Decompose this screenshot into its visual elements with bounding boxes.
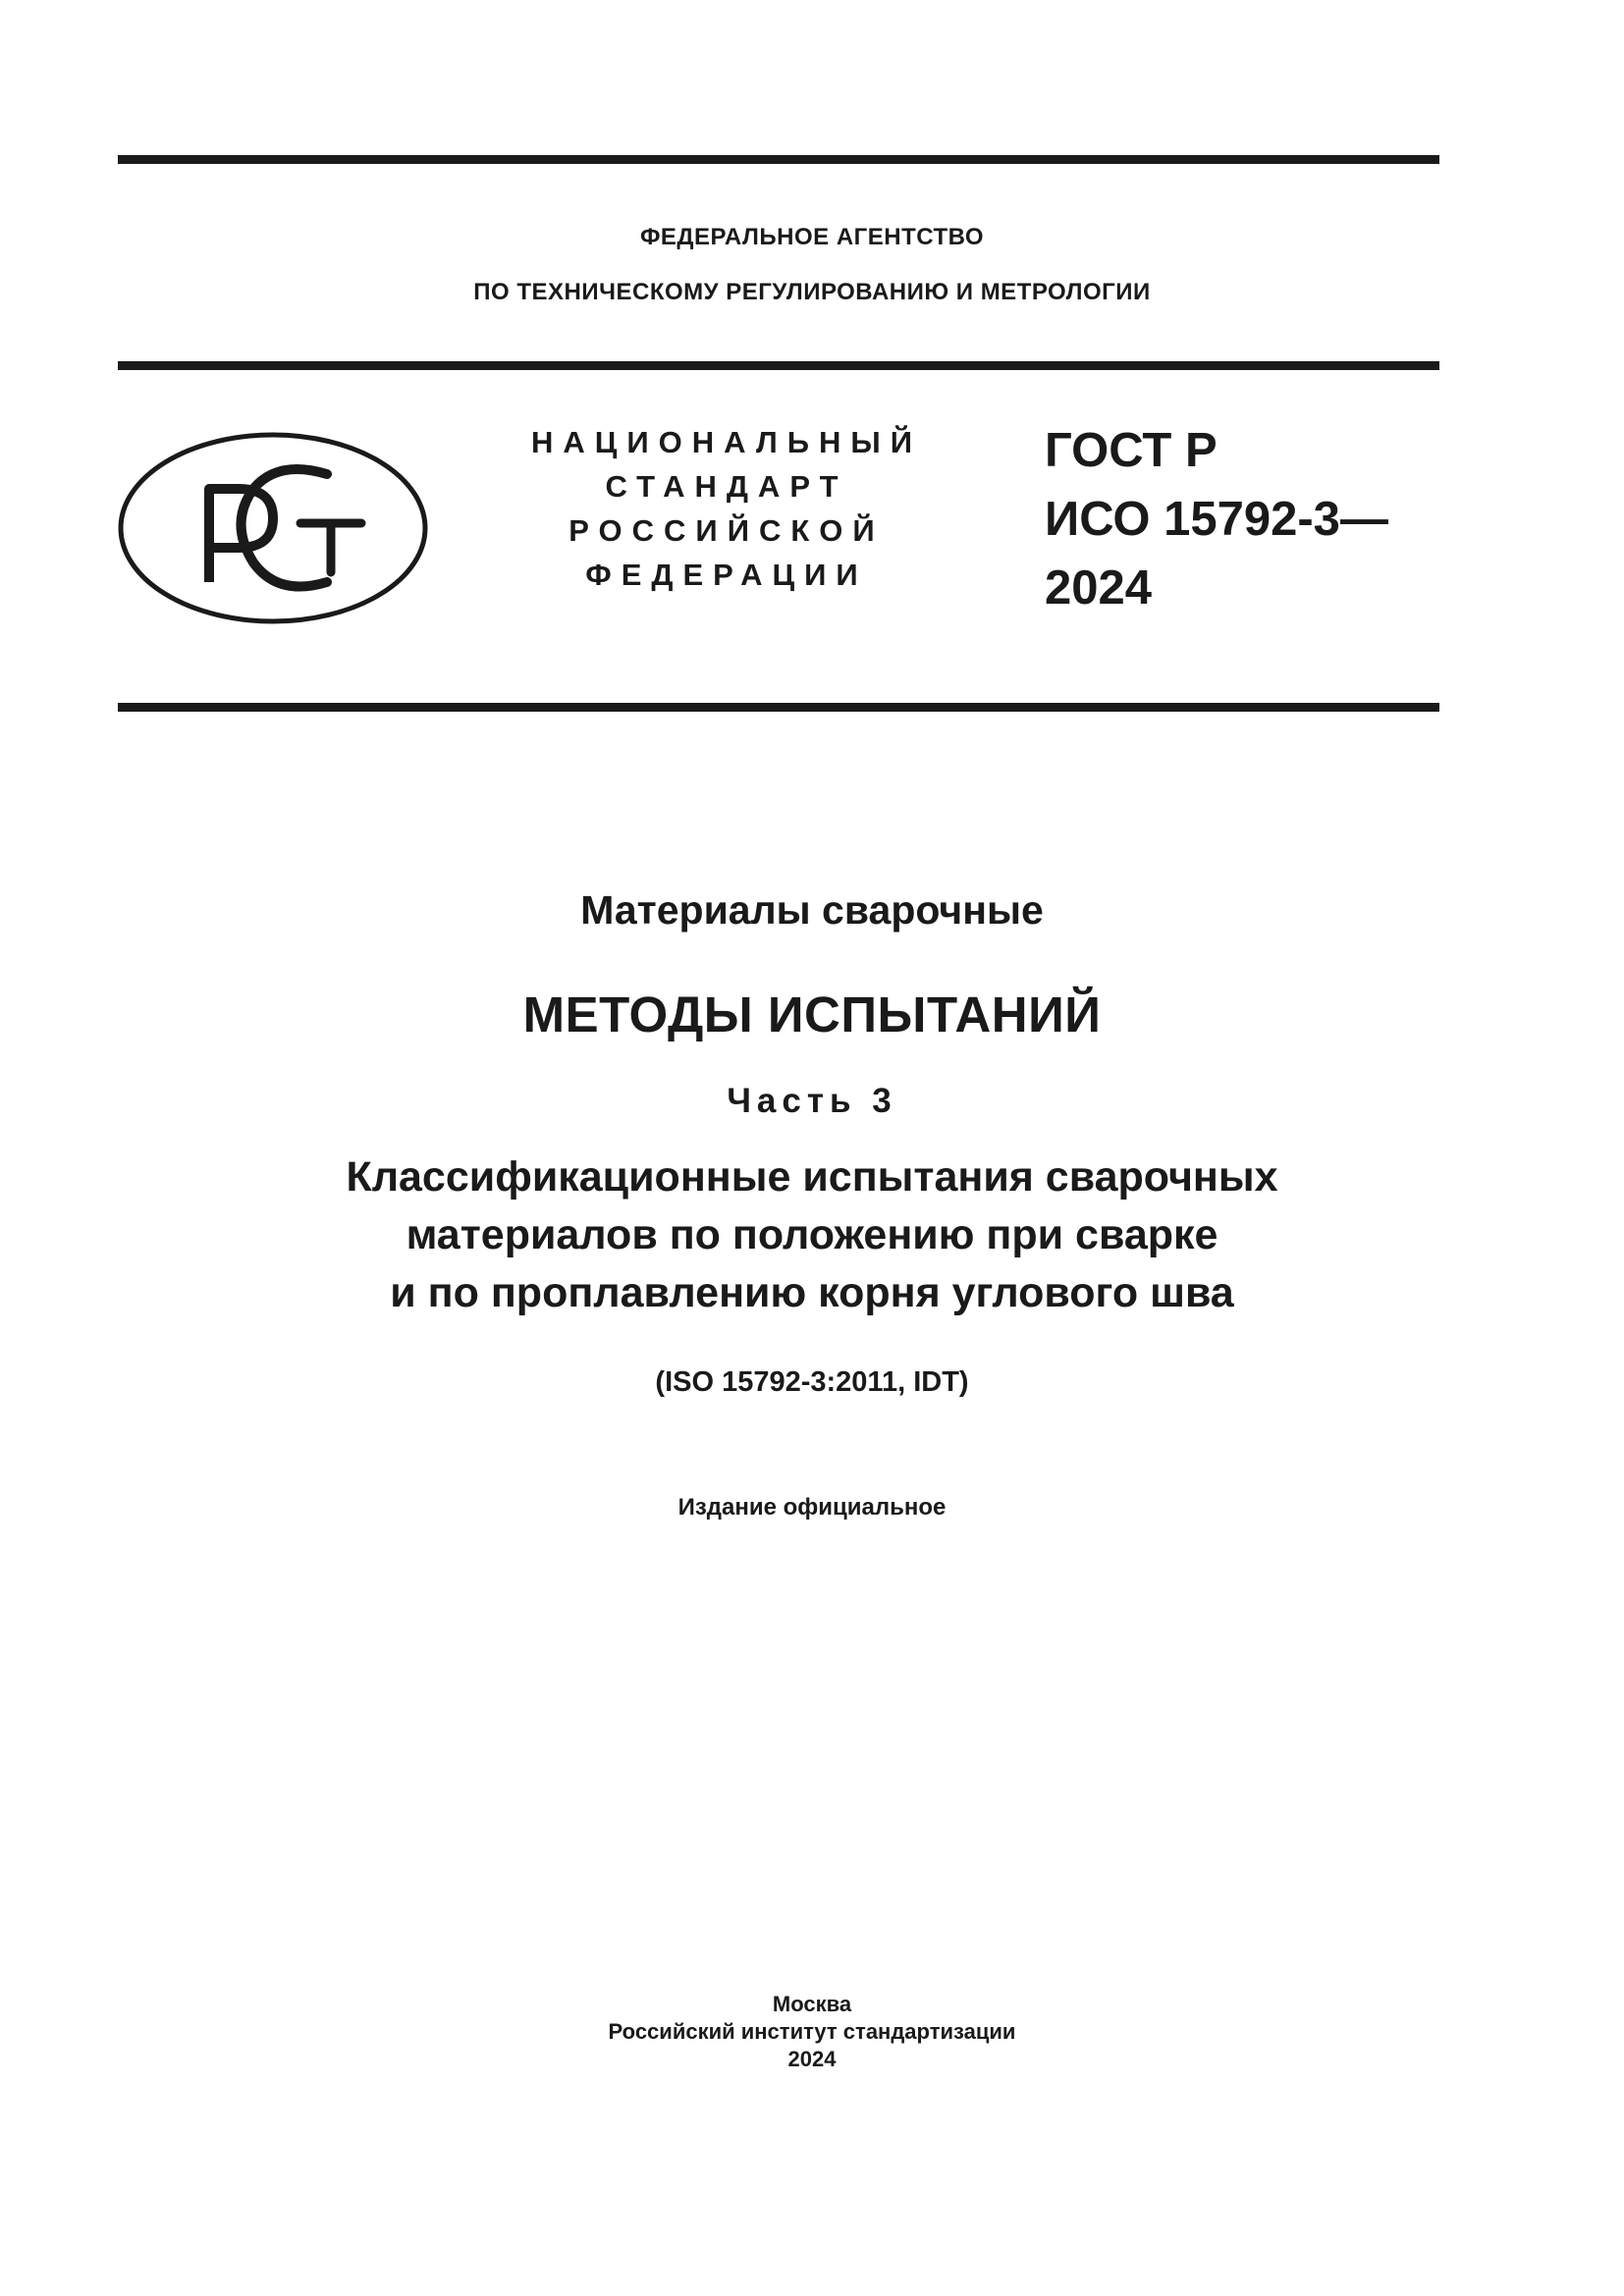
part-label: Часть 3 (727, 1082, 897, 1120)
national-standard-label (491, 420, 962, 597)
agency-line-2: ПО ТЕХНИЧЕСКОМУ РЕГУЛИРОВАНИЮ И МЕТРОЛОГИИ (473, 279, 1151, 305)
rst-logo-icon (116, 430, 430, 626)
header-rule (118, 361, 1439, 370)
description-line-2: материалов по положению при сварке (406, 1211, 1218, 1258)
title-rule (118, 703, 1439, 712)
description-line-3: и по проплавлению корня углового шва (390, 1269, 1234, 1316)
edition-label: Издание официальное (677, 1494, 947, 1521)
designation-line-2: ИСО 15792-3— (1045, 493, 1388, 546)
national-line-2: СТАНДАРТ (605, 469, 848, 504)
imprint-year: 2024 (787, 2047, 837, 2071)
designation-line-1: ГОСТ Р (1045, 424, 1218, 477)
national-line-1: НАЦИОНАЛЬНЫЙ (530, 425, 923, 459)
document-subtitle: Материалы сварочные (580, 887, 1044, 933)
top-rule (118, 155, 1439, 164)
imprint-city: Москва (772, 1992, 852, 2016)
description-line-1: Классификационные испытания сварочных (346, 1153, 1278, 1201)
iso-reference: (ISO 15792-3:2011, IDT) (655, 1366, 969, 1398)
document-title: МЕТОДЫ ИСПЫТАНИЙ (522, 987, 1102, 1042)
national-line-4: ФЕДЕРАЦИИ (585, 558, 868, 592)
imprint-publisher: Российский институт стандартизации (608, 2019, 1016, 2044)
agency-line-1: ФЕДЕРАЛЬНОЕ АГЕНТСТВО (639, 224, 985, 250)
standard-designation (1045, 416, 1388, 622)
national-line-3: РОССИЙСКОЙ (568, 513, 885, 548)
designation-line-3: 2024 (1045, 561, 1153, 614)
